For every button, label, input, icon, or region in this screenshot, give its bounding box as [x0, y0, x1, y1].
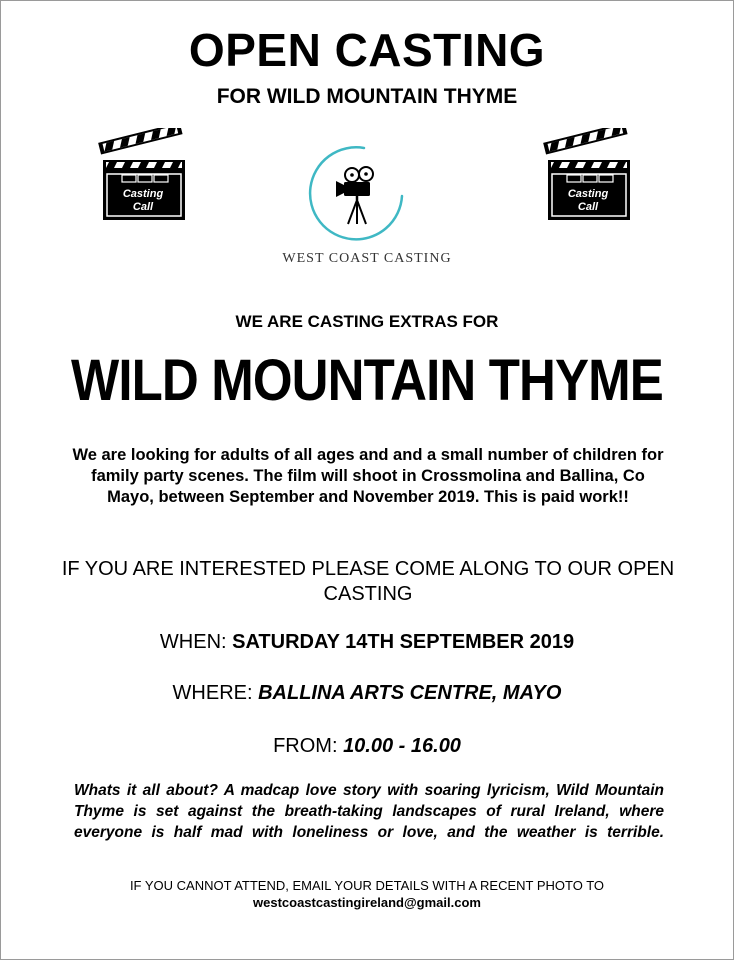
intro-heading: WE ARE CASTING EXTRAS FOR	[235, 312, 499, 331]
contact-footer	[1, 877, 733, 911]
company-name: WEST COAST CASTING	[282, 251, 452, 266]
when-label: WHEN:	[159, 631, 233, 653]
clapperboard-icon	[542, 128, 634, 224]
contact-email: westcoastcastingireland@gmail.com	[253, 895, 481, 910]
footer-instruction: IF YOU CANNOT ATTEND, EMAIL YOUR DETAILS WITH A RECENT PHOTO TO	[129, 878, 605, 893]
time-line	[1, 735, 733, 758]
invitation-text: IF YOU ARE INTERESTED PLEASE COME ALONG TO OUR OPEN CASTING	[61, 558, 675, 605]
clapperboard-label-line2: Call	[132, 201, 154, 213]
where-value: BALLINA ARTS CENTRE, MAYO	[258, 682, 562, 704]
poster-subtitle: FOR WILD MOUNTAIN THYME	[216, 85, 518, 108]
from-value: 10.00 - 16.00	[343, 735, 461, 757]
casting-description: We are looking for adults of all ages and and a small number of children for family party scenes. The film will shoot in Crossmolina and Ballina, Co Mayo, between September and November 2019. This is paid work!!	[72, 446, 664, 506]
when-line	[1, 631, 733, 654]
film-title: WILD MOUNTAIN THYME	[71, 348, 663, 413]
clapperboard-label-line2: Call	[577, 201, 599, 213]
clapperboard-label-line1: Casting	[567, 188, 609, 200]
when-value: SATURDAY 14TH SEPTEMBER 2019	[232, 631, 575, 653]
where-line	[1, 682, 733, 705]
poster-title: OPEN CASTING	[188, 24, 546, 76]
from-label: FROM:	[273, 735, 344, 757]
clapperboard-icon	[97, 128, 189, 224]
clapperboard-label-line1: Casting	[122, 188, 164, 200]
film-projector-icon	[306, 144, 406, 244]
where-label: WHERE:	[172, 682, 259, 704]
film-synopsis: Whats it all about? A madcap love story with soaring lyricism, Wild Mountain Thyme is set against the breath-taking landscapes of rural Ireland, where everyone is half mad with loneliness or love, and the weather is terrible.	[74, 782, 664, 841]
